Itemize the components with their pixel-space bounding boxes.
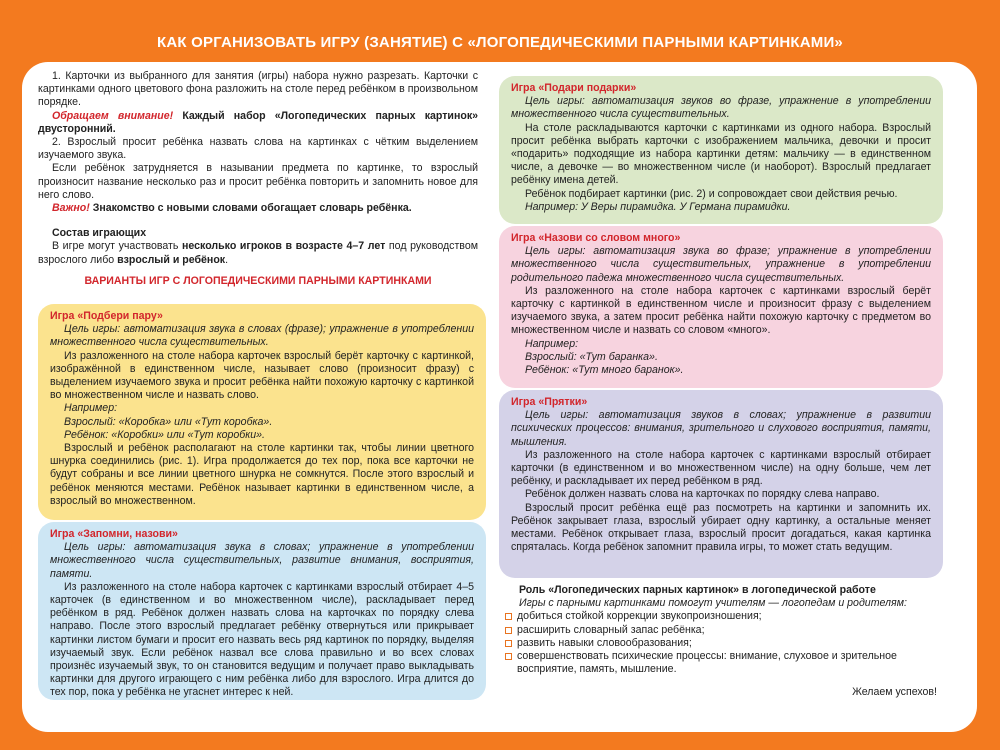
game-nazovi-so-slovom-mnogo (499, 226, 943, 388)
game-podari-podarki (499, 76, 943, 224)
intro-paragraph-3: Если ребёнок затрудняется в назывании предмета по картинке, то взрослый произносит название несколько раз и просит ребёнка повторить и запомнить новое для него слово. (38, 162, 478, 201)
list-item: развить навыки словообразования; (505, 637, 937, 650)
example-label: Например: (64, 402, 118, 415)
variants-heading: ВАРИАНТЫ ИГР С ЛОГОПЕДИЧЕСКИМИ ПАРНЫМИ КАРТИНКАМИ (84, 274, 432, 287)
game-goal: Цель игры: автоматизация звука в словах; упражнение в употреблении множественного числа существительных, развитие внимания, восприятия, памяти. (50, 541, 474, 580)
example-label: Например: (525, 337, 579, 350)
players-bold-2: взрослый и ребёнок (117, 253, 226, 266)
game-title: Игра «Подари подарки» (511, 82, 637, 94)
game-title: Игра «Запомни, назови» (50, 528, 178, 540)
players-heading: Состав играющих (52, 227, 147, 240)
game-title: Игра «Прятки» (511, 396, 588, 408)
game-paragraph: Из разложенного на столе набора карточек с картинками взрослый отбирает 4–5 карточек (в единственном и во множественном числе), раскладывает перед ребёнком в ряд. Ребёнок должен назвать слова на карточках по порядку слева направо. После этого взрослый предлагает ребёнку отвернуться или прикрывает картинки листом бумаги и просит его назвать весь ряд картинок по порядку, выделяя изучаемый звук. Если ребёнок назвал все слова правильно и во всех словах произнёс изучаемый звук, то он становится ведущим и получает право выкладывать картинки для другого играющего с ним ребёнка либо для взрослого. Игра длится до тех пор, пока у ребёнка не угаснет интерес к ней. (50, 580, 474, 699)
important-paragraph (38, 202, 478, 215)
intro-paragraph-1: 1. Карточки из выбранного для занятия (игры) набора нужно разрезать. Карточки с картинками одного цветового фона разложить на столе перед ребёнком в произвольном порядке. (38, 70, 478, 109)
intro-section (38, 70, 478, 292)
example-child: Ребёнок: «Коробки» или «Тут коробки». (64, 428, 265, 441)
list-item: совершенствовать психические процессы: внимание, слуховое и зрительное восприятие, память, мышление. (505, 650, 937, 676)
list-item: расширить словарный запас ребёнка; (505, 624, 937, 637)
attention-label: Обращаем внимание! (52, 109, 174, 122)
players-paragraph (38, 240, 478, 266)
bullet-icon (505, 613, 512, 620)
players-text-1: В игре могут участвовать (52, 240, 183, 253)
role-subheading: Игры с парными картинками помогут учителям — логопедам и родителям: (519, 597, 907, 610)
bullet-icon (505, 653, 512, 660)
game-paragraph: Из разложенного на столе набора карточек с картинками взрослый отбирает карточки (в единственном и во множественном числе) на одну больше, чем лет ребёнку, и раскладывает их перед ребёнком в ряд. (511, 448, 931, 488)
game-pryatki (499, 390, 943, 578)
game-paragraph: На столе раскладываются карточки с картинками из одного набора. Взрослый просит ребёнка выбрать карточки с изображением мальчика, девочки и просит «подарить» подходящие из набора картинки детям: мальчику — в единственном числе, а девочке — во множественном числе (и наоборот). Взрослый предлагает ребёнку имена детей. (511, 121, 931, 187)
content-card (22, 62, 977, 732)
page-title: КАК ОРГАНИЗОВАТЬ ИГРУ (ЗАНЯТИЕ) С «ЛОГОПЕДИЧЕСКИМИ ПАРНЫМИ КАРТИНКАМИ» (157, 34, 843, 51)
game-zapomni-nazovi (38, 522, 486, 700)
players-text-2: под руководством взрослого либо (38, 240, 478, 266)
game-title: Игра «Назови со словом много» (511, 232, 681, 244)
important-text: Знакомство с новыми словами обогащает словарь ребёнка. (89, 202, 412, 215)
role-section (505, 584, 937, 700)
game-goal: Цель игры: автоматизация звуков во фразе, упражнение в употреблении множественного числа существительных. (511, 95, 931, 121)
important-label: Важно! (52, 202, 90, 215)
role-heading: Роль «Логопедических парных картинок» в логопедической работе (519, 584, 876, 596)
game-paragraph: Ребёнок подбирает картинки (рис. 2) и сопровождает свои действия речью. (525, 187, 898, 200)
bullet-icon (505, 640, 512, 647)
game-paragraph: Ребёнок должен назвать слова на карточках по порядку слева направо. (525, 488, 880, 501)
players-bold-1: несколько игроков в возрасте 4–7 лет (182, 240, 386, 253)
game-paragraph: Из разложенного на столе набора карточек с картинками взрослый берёт карточку с картинкой в единственном числе и произносит фразу с выделением изучаемого звука, а затем просит ребёнка найти похожую карточку с предметом во множественном числе и назвать со словом «много». (511, 284, 931, 337)
game-title: Игра «Подбери пару» (50, 310, 163, 322)
attention-text: Каждый набор «Логопедических парных картинок» двусторонний. (38, 109, 479, 135)
players-text-3: . (225, 253, 229, 266)
game-goal: Цель игры: автоматизация звуков в словах; упражнение в развитии психических процессов: внимания, зрительного и слухового восприятия, памяти, мышления. (511, 409, 931, 448)
role-list (505, 610, 937, 676)
game-paragraph: Взрослый и ребёнок располагают на столе картинки так, чтобы линии цветного шнурка соединились (рис. 1). Игра продолжается до тех пор, пока все карточки не будут собраны и все линии цветного шнурка не сомкнутся. После этого взрослый и ребёнок меняются местами. Ребёнок называет картинки в единственном числе, а взрослый во множественном. (50, 442, 474, 507)
example-adult: Взрослый: «Тут баранка». (525, 350, 658, 363)
game-paragraph: Из разложенного на столе набора карточек взрослый берёт карточку с картинкой, изображённой в единственном числе, называет слово (произносит фразу) с выделением изучаемого звука и просит ребёнка найти похожую карточку с картинкой во множественном числе и назвать слово. (50, 349, 474, 402)
game-goal: Цель игры: автоматизация звука во фразе; упражнение в употреблении множественного числа существительных, упражнение в употреблении родительного падежа множественного числа существительных. (511, 245, 931, 284)
game-podberi-paru (38, 304, 486, 520)
closing-text: Желаем успехов! (852, 686, 937, 699)
bullet-icon (505, 627, 512, 634)
list-item: добиться стойкой коррекции звукопроизношения; (505, 610, 937, 623)
game-goal: Цель игры: автоматизация звука в словах (фразе); упражнение в употреблении множественного числа существительных. (50, 323, 474, 349)
game-paragraph: Взрослый просит ребёнка ещё раз посмотреть на картинки и запомнить их. Ребёнок закрывает глаза, взрослый убирает одну картинку, а остальные меняет местами. Ребёнок открывает глаза, взрослый просит догадаться, какая картинка спряталась. Когда ребёнок запомнит правила игры, то может стать ведущим. (511, 501, 931, 554)
example-text: Например: У Веры пирамидка. У Германа пирамидки. (525, 200, 791, 213)
attention-paragraph (38, 110, 478, 136)
intro-paragraph-2: 2. Взрослый просит ребёнка назвать слова на картинках с чётким выделением изучаемого звука. (38, 136, 478, 162)
example-adult: Взрослый: «Коробка» или «Тут коробка». (64, 415, 273, 428)
example-child: Ребёнок: «Тут много баранок». (525, 364, 684, 377)
